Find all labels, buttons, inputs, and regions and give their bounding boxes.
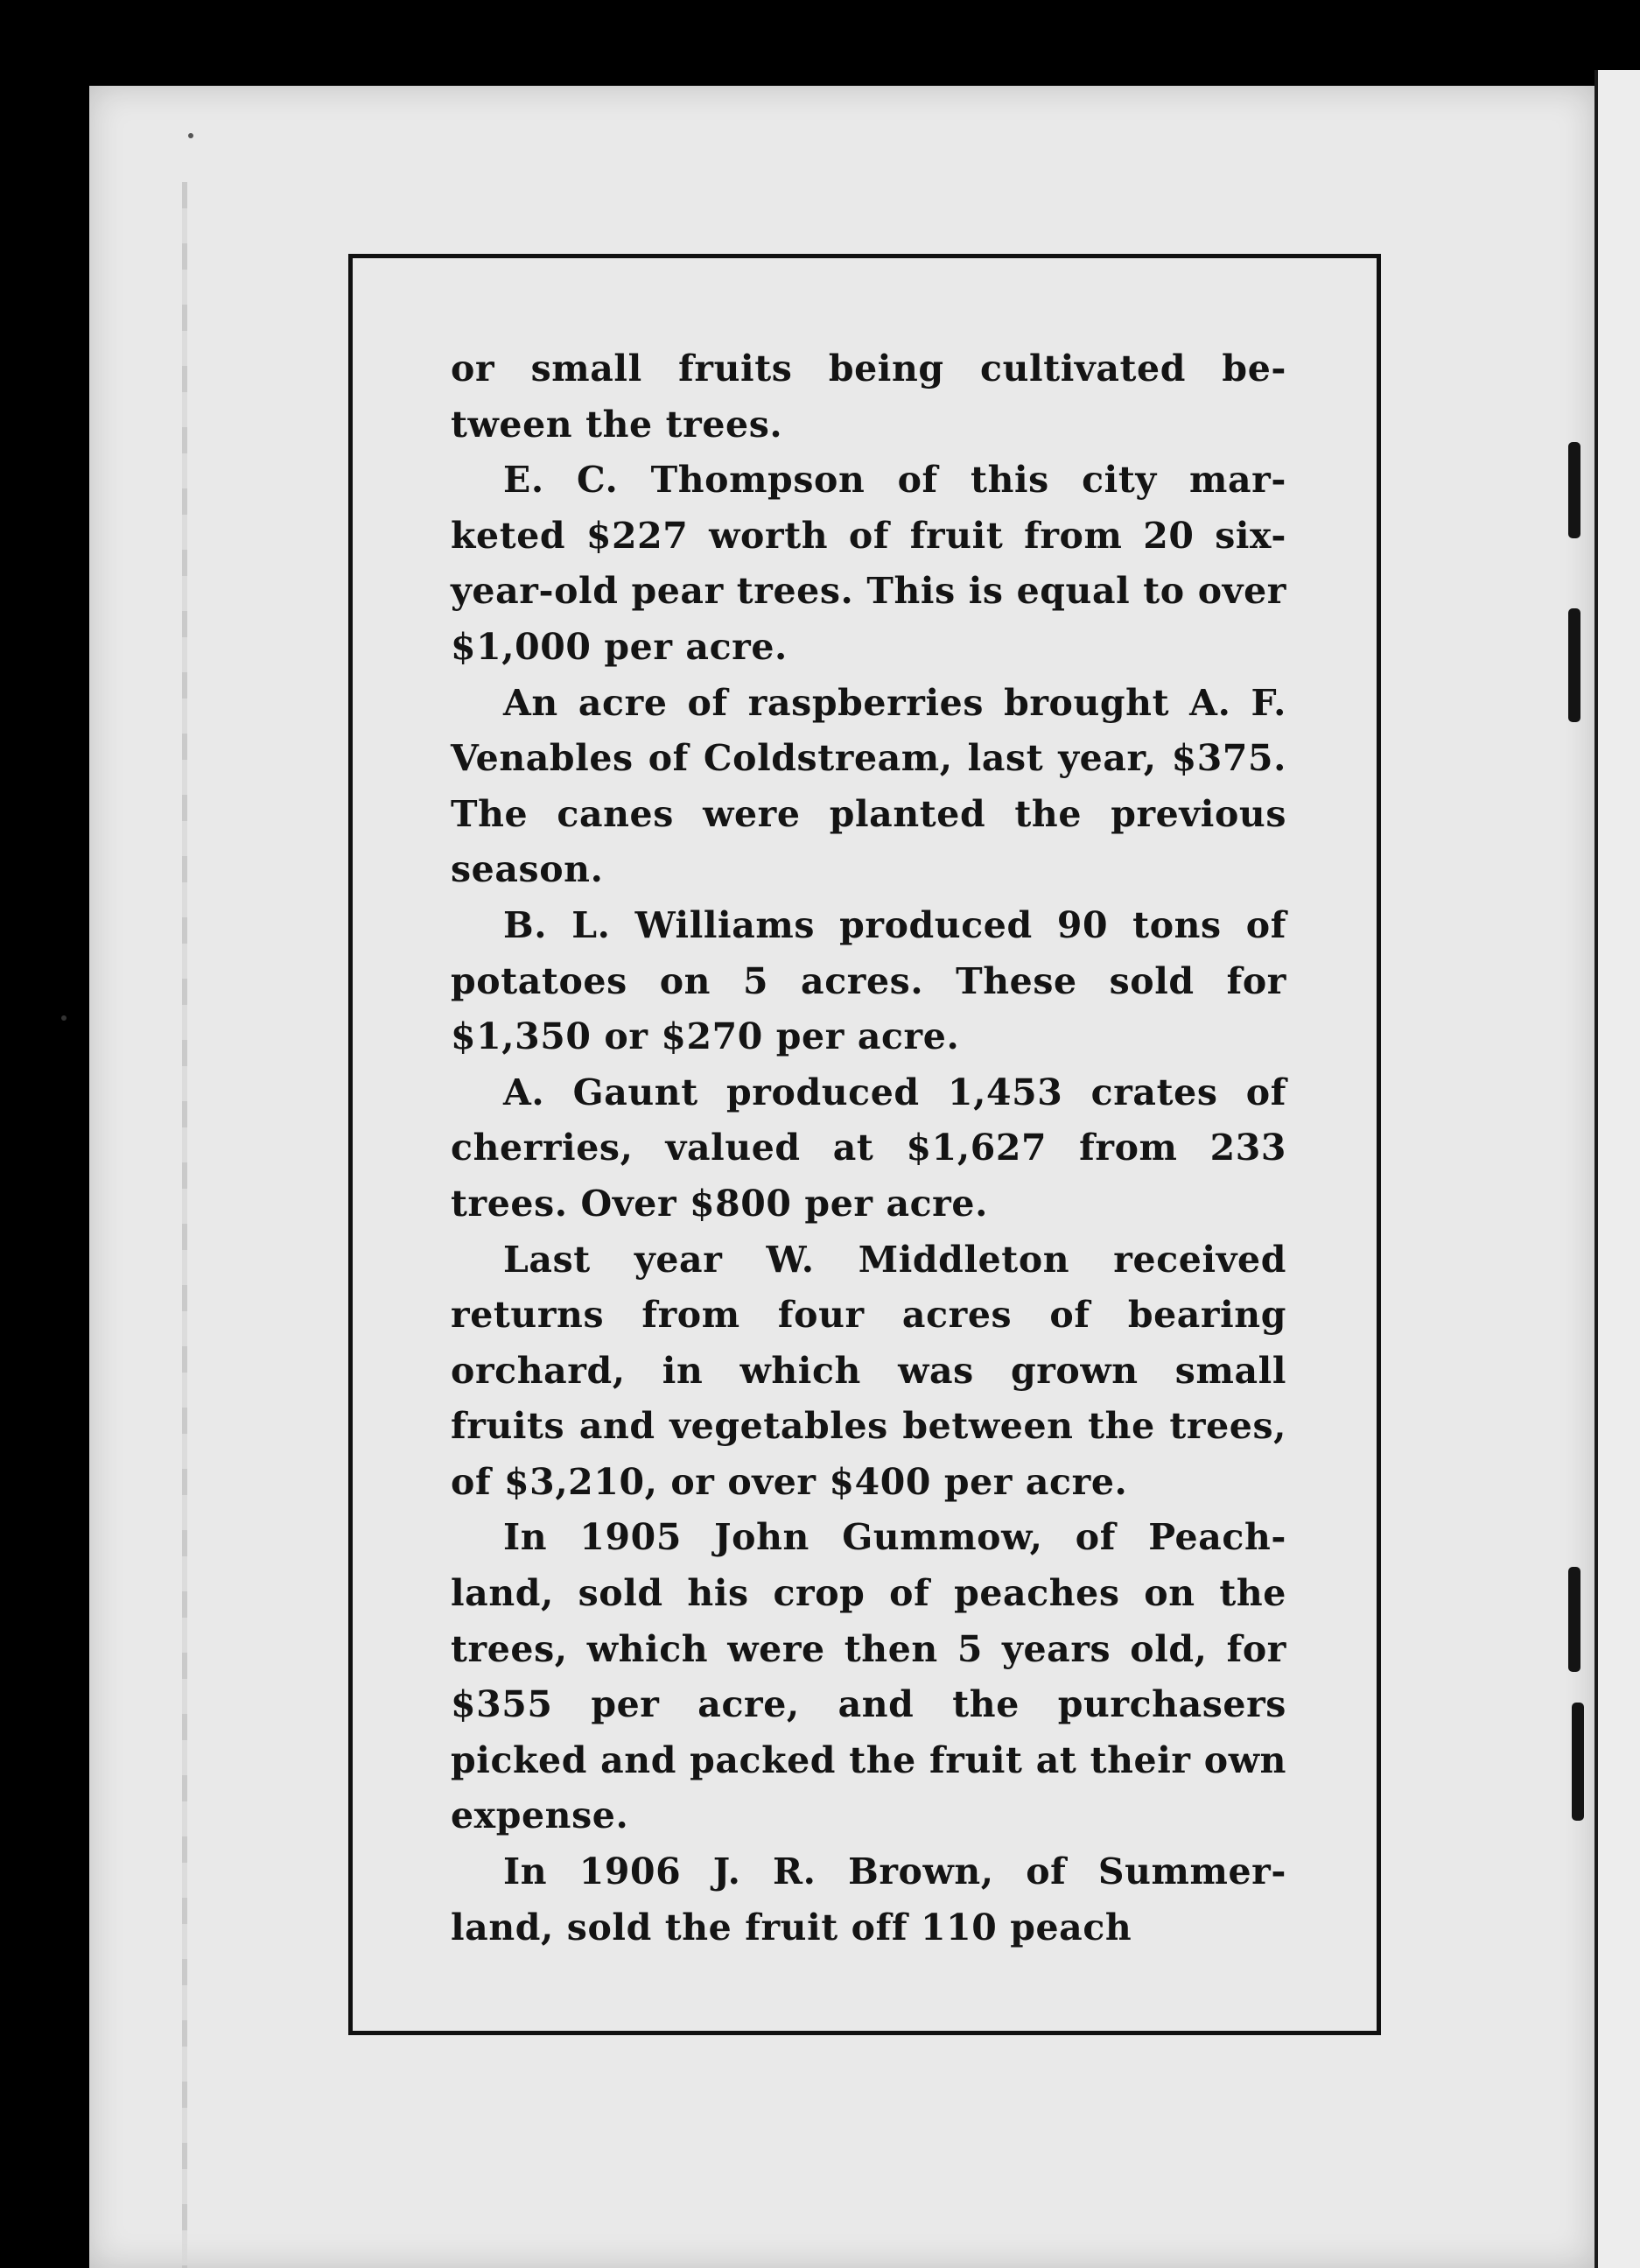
dust-speck xyxy=(61,1015,67,1021)
paragraph: An acre of raspberries brought A. F. Venables of Coldstream, last year, $375. The canes were planted the previous season. xyxy=(451,681,1286,891)
margin-mark xyxy=(1572,1703,1584,1821)
margin-mark xyxy=(1568,442,1580,538)
margin-mark xyxy=(1568,1567,1580,1672)
paragraph: In 1905 John Gummow, of Peach- land, sold his crop of peaches on the trees, which were then 5 years old, for $355 per acre, and the purchasers picked and packed the fruit at their own expense. xyxy=(451,1516,1286,1837)
paragraph: Last year W. Middleton received returns from four acres of bearing orchard, in which was grown small fruits and vegetables between the trees, of $3,210, or over $400 per acre. xyxy=(451,1238,1286,1503)
text-border-frame xyxy=(348,254,1381,2035)
body-text xyxy=(451,341,1286,1956)
paragraph: B. L. Williams produced 90 tons of potatoes on 5 acres. These sold for $1,350 or $270 per acre. xyxy=(451,903,1286,1058)
paragraph: E. C. Thompson of this city mar- keted $227 worth of fruit from 20 six-year-old pear trees. This is equal to over $1,000 per acre. xyxy=(451,459,1286,668)
binding-edge xyxy=(182,182,187,2268)
adjacent-page-edge xyxy=(1594,70,1640,2268)
dust-speck xyxy=(188,133,193,138)
paragraph: A. Gaunt produced 1,453 crates of cherries, valued at $1,627 from 233 trees. Over $800 per acre. xyxy=(451,1071,1286,1225)
paragraph: In 1906 J. R. Brown, of Summer- land, sold the fruit off 110 peach xyxy=(451,1850,1286,1949)
paragraph: or small fruits being cultivated be- tween the trees. xyxy=(451,348,1286,446)
margin-mark xyxy=(1568,608,1580,722)
